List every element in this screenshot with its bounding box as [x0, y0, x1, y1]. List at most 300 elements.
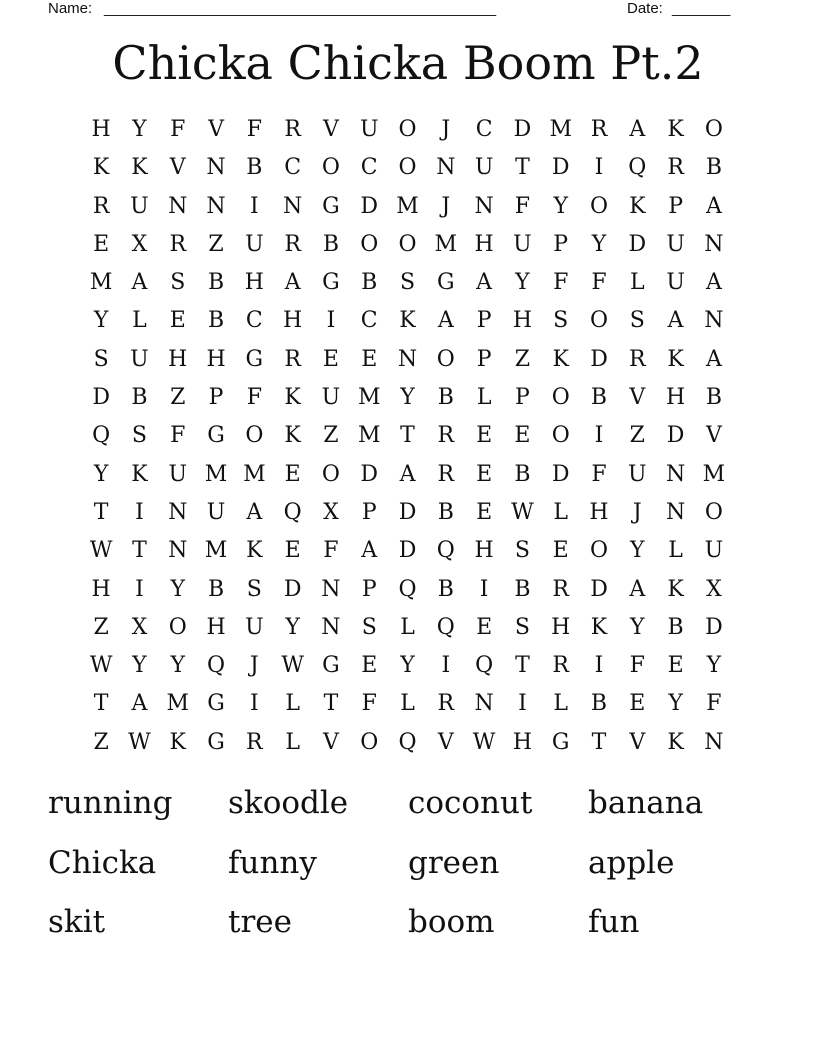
grid-letter: E: [629, 691, 646, 717]
grid-letter: Q: [398, 729, 417, 755]
grid-row: [82, 417, 733, 455]
grid-letter: W: [281, 653, 304, 679]
grid-letter: Y: [170, 653, 185, 679]
grid-letter: B: [590, 691, 608, 717]
grid-letter: O: [589, 538, 609, 564]
grid-letter: W: [511, 499, 534, 525]
grid-letter: I: [479, 576, 489, 602]
grid-letter: D: [628, 231, 647, 257]
grid-letter: B: [207, 576, 225, 602]
grid-row: [82, 188, 733, 226]
grid-letter: K: [552, 346, 569, 372]
grid-row: [82, 647, 733, 685]
grid-letter: N: [704, 308, 724, 334]
grid-row: [82, 302, 733, 340]
word-bank-item: tree: [228, 904, 292, 940]
grid-letter: O: [589, 308, 609, 334]
grid-letter: D: [360, 193, 379, 219]
grid-letter: U: [130, 346, 149, 372]
grid-letter: C: [360, 308, 378, 334]
grid-letter: E: [476, 614, 493, 640]
grid-letter: E: [476, 499, 493, 525]
grid-letter: G: [437, 270, 455, 296]
grid-letter: K: [284, 423, 301, 449]
grid-letter: O: [398, 155, 417, 181]
grid-letter: N: [474, 691, 494, 717]
grid-letter: F: [246, 385, 262, 411]
grid-letter: N: [704, 729, 724, 755]
grid-row: [82, 494, 733, 532]
word-bank-item: fun: [588, 904, 640, 940]
grid-letter: E: [284, 461, 301, 487]
grid-letter: F: [706, 691, 722, 717]
grid-letter: Q: [436, 538, 455, 564]
grid-letter: A: [437, 308, 454, 334]
grid-letter: O: [168, 614, 187, 640]
grid-letter: P: [515, 385, 530, 411]
grid-letter: S: [399, 270, 416, 296]
grid-row: [82, 341, 733, 379]
grid-letter: U: [130, 193, 149, 219]
grid-letter: F: [591, 461, 607, 487]
grid-letter: K: [667, 576, 684, 602]
grid-letter: A: [667, 308, 684, 334]
grid-letter: I: [594, 423, 604, 449]
grid-letter: T: [515, 653, 530, 679]
grid-letter: K: [246, 538, 263, 564]
grid-letter: D: [551, 155, 570, 181]
grid-letter: U: [513, 231, 532, 257]
grid-letter: M: [549, 117, 572, 142]
grid-letter: F: [170, 423, 186, 449]
grid-letter: I: [135, 499, 144, 525]
grid-letter: X: [323, 499, 339, 525]
grid-letter: L: [400, 691, 415, 717]
grid-letter: E: [476, 461, 493, 487]
grid-letter: K: [590, 614, 608, 640]
grid-row: [82, 111, 733, 149]
grid-letter: H: [206, 346, 226, 372]
grid-letter: C: [475, 117, 493, 142]
grid-letter: O: [360, 231, 379, 257]
grid-letter: P: [208, 385, 224, 411]
name-label: Name:: [48, 0, 93, 17]
grid-letter: D: [551, 461, 570, 487]
grid-letter: B: [361, 270, 378, 296]
grid-letter: U: [245, 231, 264, 257]
grid-letter: N: [321, 614, 341, 640]
grid-letter: G: [551, 729, 570, 755]
word-bank-item: Chicka: [48, 844, 157, 881]
grid-letter: Z: [629, 423, 645, 449]
grid-letter: Y: [400, 385, 415, 411]
grid-letter: D: [590, 576, 608, 602]
grid-letter: V: [322, 117, 339, 142]
grid-letter: H: [551, 614, 571, 640]
grid-letter: A: [361, 538, 378, 564]
grid-letter: D: [705, 614, 723, 640]
grid-letter: X: [131, 231, 148, 257]
grid-letter: K: [667, 117, 684, 142]
grid-letter: H: [206, 614, 226, 640]
grid-letter: B: [590, 385, 608, 411]
grid-letter: Y: [170, 576, 185, 602]
grid-letter: P: [361, 576, 377, 602]
grid-row: [82, 532, 733, 570]
grid-letter: V: [629, 729, 646, 755]
grid-letter: M: [702, 461, 726, 487]
grid-letter: M: [243, 461, 266, 487]
grid-letter: E: [667, 653, 684, 679]
grid-letter: V: [705, 423, 722, 449]
grid-letter: Y: [285, 614, 300, 640]
grid-letter: R: [552, 653, 569, 679]
grid-letter: O: [704, 117, 723, 142]
grid-letter: D: [666, 423, 685, 449]
grid-letter: T: [323, 691, 339, 717]
grid-letter: A: [705, 270, 722, 296]
grid-letter: E: [169, 308, 186, 334]
grid-letter: Q: [398, 576, 417, 602]
grid-letter: R: [169, 231, 187, 257]
grid-letter: V: [208, 117, 224, 142]
grid-letter: D: [283, 576, 302, 602]
grid-row: [82, 149, 733, 187]
grid-letter: O: [704, 499, 723, 525]
grid-letter: E: [552, 538, 569, 564]
grid-letter: E: [476, 423, 493, 449]
grid-letter: U: [474, 155, 494, 181]
grid-letter: H: [589, 499, 609, 525]
grid-letter: M: [204, 461, 228, 487]
grid-letter: N: [206, 193, 226, 219]
grid-letter: L: [400, 614, 415, 640]
worksheet-header: [0, 0, 816, 20]
grid-letter: C: [245, 308, 263, 334]
grid-letter: E: [322, 346, 339, 372]
grid-letter: B: [207, 270, 225, 296]
grid-letter: M: [357, 423, 381, 449]
grid-letter: N: [397, 346, 418, 372]
grid-letter: U: [168, 461, 188, 487]
grid-letter: W: [472, 729, 496, 755]
grid-letter: R: [284, 117, 301, 142]
grid-letter: Q: [628, 155, 647, 181]
grid-letter: Y: [553, 193, 568, 219]
grid-letter: K: [629, 193, 646, 219]
grid-letter: H: [474, 231, 494, 257]
grid-letter: P: [476, 308, 492, 334]
grid-letter: E: [361, 346, 378, 372]
grid-letter: F: [170, 117, 186, 142]
grid-letter: N: [665, 461, 686, 487]
grid-letter: R: [92, 193, 110, 219]
grid-letter: N: [168, 499, 188, 525]
grid-letter: Q: [475, 653, 494, 679]
grid-letter: N: [704, 231, 724, 257]
grid-letter: H: [91, 117, 111, 142]
grid-letter: I: [249, 691, 259, 717]
grid-letter: M: [434, 231, 458, 257]
grid-letter: B: [437, 576, 454, 602]
grid-letter: G: [207, 729, 225, 755]
grid-letter: Z: [93, 729, 109, 755]
grid-letter: E: [361, 653, 378, 679]
grid-letter: U: [666, 231, 685, 257]
grid-letter: F: [246, 117, 262, 142]
grid-letter: K: [667, 729, 684, 755]
grid-letter: D: [360, 461, 379, 487]
grid-letter: A: [705, 193, 722, 219]
grid-letter: T: [400, 423, 415, 449]
grid-letter: T: [132, 538, 147, 564]
grid-letter: R: [284, 231, 301, 257]
grid-letter: A: [629, 117, 646, 142]
grid-letter: S: [629, 308, 645, 334]
grid-letter: O: [589, 193, 609, 219]
word-bank-item: green: [408, 844, 500, 881]
grid-letter: I: [594, 155, 604, 181]
grid-letter: T: [93, 499, 109, 525]
grid-letter: F: [591, 270, 607, 296]
grid-letter: Z: [93, 614, 109, 640]
grid-letter: B: [131, 385, 148, 411]
grid-letter: H: [512, 729, 532, 755]
grid-letter: B: [437, 499, 454, 525]
grid-letter: M: [89, 270, 113, 296]
grid-letter: S: [361, 614, 377, 640]
grid-letter: I: [441, 653, 451, 679]
grid-letter: G: [322, 193, 340, 219]
grid-letter: I: [249, 193, 259, 219]
grid-letter: B: [322, 231, 340, 257]
grid-letter: H: [244, 270, 264, 296]
grid-letter: Y: [93, 308, 109, 334]
grid-letter: Q: [283, 499, 302, 525]
grid-letter: Z: [514, 346, 531, 372]
grid-letter: O: [551, 423, 570, 449]
grid-letter: P: [476, 346, 492, 372]
grid-letter: O: [321, 155, 340, 181]
grid-row: [82, 609, 733, 647]
word-bank-item: boom: [408, 904, 495, 940]
grid-letter: K: [284, 385, 301, 411]
grid-letter: I: [135, 576, 144, 602]
grid-letter: N: [436, 155, 456, 181]
grid-letter: E: [284, 538, 301, 564]
grid-letter: A: [476, 270, 493, 296]
grid-letter: Y: [400, 653, 415, 679]
grid-letter: O: [398, 231, 417, 257]
grid-letter: H: [512, 308, 532, 334]
grid-letter: S: [170, 270, 186, 296]
grid-letter: K: [169, 729, 186, 755]
grid-letter: V: [629, 385, 646, 411]
grid-letter: U: [245, 614, 264, 640]
grid-letter: F: [361, 691, 377, 717]
grid-letter: Y: [132, 653, 147, 679]
grid-letter: R: [284, 346, 301, 372]
word-bank: [48, 780, 768, 959]
grid-letter: Z: [323, 423, 339, 449]
grid-letter: O: [321, 461, 340, 487]
grid-letter: B: [705, 385, 722, 411]
grid-letter: U: [628, 461, 647, 487]
grid-letter: L: [553, 499, 569, 525]
grid-letter: G: [322, 270, 340, 296]
grid-row: [82, 724, 733, 762]
grid-letter: V: [169, 155, 186, 181]
grid-letter: D: [92, 385, 110, 411]
grid-letter: I: [594, 653, 604, 679]
grid-letter: D: [398, 499, 417, 525]
grid-letter: R: [552, 576, 569, 602]
grid-letter: J: [632, 499, 642, 525]
grid-letter: S: [514, 538, 530, 564]
grid-letter: Z: [208, 231, 224, 257]
grid-letter: R: [437, 423, 455, 449]
grid-letter: W: [128, 729, 151, 755]
grid-letter: Q: [92, 423, 111, 449]
grid-letter: G: [207, 691, 225, 717]
grid-letter: V: [437, 729, 454, 755]
grid-letter: B: [514, 576, 531, 602]
grid-letter: F: [553, 270, 569, 296]
grid-letter: C: [284, 155, 302, 181]
grid-letter: S: [553, 308, 569, 334]
word-bank-item: skit: [48, 904, 106, 940]
word-bank-item: coconut: [408, 785, 533, 821]
word-bank-item: banana: [588, 785, 704, 821]
grid-letter: M: [396, 193, 419, 219]
grid-letter: V: [322, 729, 339, 755]
grid-letter: R: [437, 461, 455, 487]
grid-letter: Q: [207, 653, 226, 679]
word-bank-item: apple: [588, 844, 675, 881]
grid-letter: A: [705, 346, 722, 372]
grid-letter: C: [360, 155, 378, 181]
grid-letter: N: [168, 193, 188, 219]
grid-letter: A: [399, 461, 416, 487]
grid-letter: G: [322, 653, 340, 679]
grid-letter: B: [207, 308, 225, 334]
grid-letter: U: [666, 270, 685, 296]
grid-letter: U: [206, 499, 226, 525]
grid-letter: D: [513, 117, 532, 142]
grid-letter: H: [168, 346, 188, 372]
date-label: Date:: [627, 0, 663, 17]
grid-letter: T: [515, 155, 530, 181]
grid-letter: S: [93, 346, 109, 372]
grid-letter: Y: [630, 614, 645, 640]
grid-letter: R: [437, 691, 455, 717]
grid-letter: B: [437, 385, 454, 411]
grid-row: [82, 379, 733, 417]
grid-letter: S: [131, 423, 147, 449]
grid-letter: Q: [436, 614, 455, 640]
grid-letter: J: [441, 193, 451, 219]
grid-letter: L: [285, 691, 300, 717]
grid-letter: H: [474, 538, 494, 564]
grid-letter: O: [398, 117, 417, 142]
grid-letter: D: [398, 538, 417, 564]
grid-letter: Z: [170, 385, 186, 411]
grid-letter: P: [668, 193, 683, 219]
grid-letter: S: [514, 614, 530, 640]
grid-letter: O: [245, 423, 264, 449]
grid-letter: R: [590, 117, 608, 142]
grid-letter: I: [326, 308, 336, 334]
grid-letter: O: [360, 729, 379, 755]
grid-row: [82, 264, 733, 302]
grid-letter: A: [629, 576, 646, 602]
grid-letter: G: [207, 423, 225, 449]
grid-row: [82, 456, 733, 494]
grid-letter: W: [89, 653, 113, 679]
grid-letter: L: [285, 729, 300, 755]
grid-letter: D: [590, 346, 608, 372]
grid-letter: L: [132, 308, 147, 334]
grid-letter: L: [476, 385, 492, 411]
grid-letter: Y: [93, 461, 109, 487]
grid-letter: U: [321, 385, 341, 411]
grid-letter: K: [667, 346, 684, 372]
grid-letter: O: [551, 385, 570, 411]
name-blank-line: _______________________________________________: [104, 0, 497, 17]
grid-letter: B: [705, 155, 722, 181]
grid-letter: L: [630, 270, 645, 296]
grid-letter: K: [131, 155, 148, 181]
grid-letter: F: [323, 538, 339, 564]
grid-letter: S: [246, 576, 262, 602]
grid-letter: R: [629, 346, 646, 372]
grid-letter: R: [667, 155, 684, 181]
grid-letter: Y: [132, 117, 147, 142]
grid-letter: E: [514, 423, 531, 449]
grid-letter: Y: [668, 691, 683, 717]
grid-letter: N: [168, 538, 188, 564]
grid-letter: G: [245, 346, 264, 372]
date-blank-line: _______: [672, 0, 731, 17]
grid-letter: L: [553, 691, 569, 717]
grid-letter: A: [246, 499, 263, 525]
grid-letter: U: [359, 117, 379, 142]
grid-letter: K: [399, 308, 416, 334]
grid-letter: J: [441, 117, 451, 142]
grid-letter: M: [204, 538, 228, 564]
grid-letter: I: [518, 691, 527, 717]
grid-letter: N: [474, 193, 494, 219]
grid-letter: F: [629, 653, 645, 679]
grid-letter: H: [666, 385, 686, 411]
grid-letter: N: [321, 576, 341, 602]
word-search-grid: [82, 111, 733, 762]
grid-letter: B: [514, 461, 531, 487]
grid-letter: Y: [591, 231, 607, 257]
grid-letter: P: [361, 499, 377, 525]
grid-letter: B: [246, 155, 263, 181]
grid-letter: T: [93, 691, 109, 717]
grid-letter: A: [131, 270, 148, 296]
grid-letter: Y: [515, 270, 530, 296]
grid-letter: O: [436, 346, 455, 372]
grid-letter: A: [284, 270, 301, 296]
grid-letter: H: [91, 576, 111, 602]
grid-letter: J: [249, 653, 259, 679]
grid-letter: A: [131, 691, 148, 717]
grid-letter: N: [206, 155, 226, 181]
grid-letter: E: [93, 231, 110, 257]
